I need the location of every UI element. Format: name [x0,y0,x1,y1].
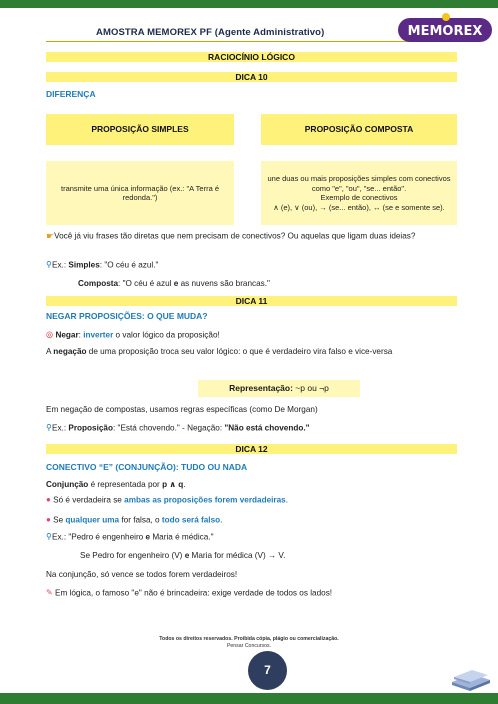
conj-summary: Na conjunção, só vence se todos forem verdadeiros! [46,570,238,579]
dica10-title: DIFERENÇA [46,89,96,99]
ex-prop-label: Proposição [68,423,113,433]
dica10-band: DICA 10 [46,72,457,82]
ex-composta [78,279,458,290]
memo-icon: ✎ [46,588,53,597]
ex-composta-e: e [173,279,179,288]
compound-prop-body [261,161,457,225]
final-text: Em lógica, o famoso "e" não é brincadeira: exige verdade de todos os lados! [54,588,333,598]
ex-a: "Pedro é engenheiro [68,532,146,542]
negacao-b: negação [53,347,87,356]
negacao-a: A [46,347,54,356]
header-title: AMOSTRA MEMOREX PF (Agente Administrativo) [96,27,325,38]
simple-prop-head: PROPOSIÇÃO SIMPLES [46,114,234,145]
rep-label: Representação: [229,383,293,393]
ex-prefix: Ex.: [52,532,69,542]
conj-text: é representada por [88,480,163,489]
conj-label: Conjunção [46,480,89,489]
top-bar [0,0,498,8]
conj-dot: . [183,480,186,489]
ex-prefix: Ex.: [52,260,69,270]
negar-label: Negar [55,330,79,340]
ex-composta-label: Composta [78,279,119,288]
bullet-any-false [46,515,456,526]
bottom-bar [0,693,498,704]
compound-prop-head: PROPOSIÇÃO COMPOSTA [261,114,457,145]
b1-c: . [285,495,288,505]
b2-d: todo será falso [161,515,221,525]
magnifier-icon: ⚲ [46,423,52,432]
dica11-title: NEGAR PROPOSIÇÕES: O QUE MUDA? [46,311,208,321]
books-icon [448,664,494,692]
target-icon: ◎ [46,330,54,339]
conj-symbol: p ∧ q [162,480,184,489]
dica12-example-2 [80,551,460,562]
b1-a: Só é verdadeira se [53,495,125,505]
ex-simples-text: : "O céu é azul." [99,260,159,270]
rep-value: ~p ou ¬p [292,383,329,393]
ex2-b: Maria for médica (V) → V. [189,551,286,560]
ex-prop-text: : "Está chovendo." - Negação: [112,423,225,433]
magnifier-icon: ⚲ [46,260,52,269]
b2-e: . [220,515,223,525]
negar-rest: o valor lógico da proposição! [113,330,220,340]
compound-prop-connectives: ∧ (e), ∨ (ou), → (se... então), ↔ (se e somente se). [273,202,445,212]
ex2-a: Se Pedro for engenheiro (V) [80,551,185,560]
b2-a: Se [53,515,66,525]
dica12-band: DICA 12 [46,444,457,454]
negar-verb: inverter [83,330,114,340]
lightbulb-icon [442,13,450,21]
de-morgan-line: Em negação de compostas, usamos regras específicas (como De Morgan) [46,405,318,414]
memorex-logo [396,12,494,48]
ex-b: Maria é médica." [150,532,214,542]
pink-pin-icon: ● [46,515,51,524]
bullet-both-true [46,495,456,506]
ex-prefix: Ex.: [52,423,69,433]
representation-box [198,380,360,397]
ex-simples [46,260,446,271]
pink-pin-icon: ● [46,495,51,504]
dica11-example [46,423,456,434]
conj-final [46,588,458,599]
footer-brand: Pensar Concursos. [226,643,272,649]
b2-b: qualquer uma [65,515,120,525]
simple-prop-body [46,161,234,225]
question-text: Você já viu frases tão diretas que nem precisam de conectivos? Ou aquelas que ligam duas ideias? [54,231,416,241]
negar-colon: : [78,330,84,340]
logo-text: MEMOREX [407,24,483,39]
magnifier-icon: ⚲ [46,532,52,541]
dica12-title: CONECTIVO “E” (CONJUNÇÃO): TUDO OU NADA [46,462,248,472]
conjuncao-line [46,480,456,491]
footer-rights: Todos os direitos reservados. Proibida cópia, plágio ou comercialização. [159,636,339,642]
subject-band: RACIOCÍNIO LÓGICO [46,52,457,62]
compound-prop-text: une duas ou mais proposições simples com conectivos como "e", "ou", "se... então". [267,174,451,193]
ex-composta-text-a: : "O céu é azul [118,279,174,288]
question-paragraph [46,231,456,242]
ex-e: e [145,532,151,542]
page-number: 7 [248,651,287,690]
b2-c: for falsa, o [119,515,162,525]
negacao-paragraph [46,347,458,358]
dica11-band: DICA 11 [46,296,457,306]
compound-prop-example-label: Exemplo de conectivos [320,193,398,202]
ex2-e: e [184,551,190,560]
ex-negation: "Não está chovendo." [224,423,310,433]
dica12-example [46,532,456,543]
pointing-hand-icon: ☛ [46,231,55,241]
b1-b: ambas as proposições forem verdadeiras [124,495,286,505]
negar-line [46,330,446,341]
negacao-c: de uma proposição troca seu valor lógico: o que é verdadeiro vira falso e vice-versa [86,347,393,356]
ex-simples-label: Simples [68,260,100,270]
ex-composta-text-b: as nuvens são brancas." [178,279,270,288]
simple-prop-text: transmite uma única informação (ex.: "A Terra é redonda.") [60,183,219,202]
